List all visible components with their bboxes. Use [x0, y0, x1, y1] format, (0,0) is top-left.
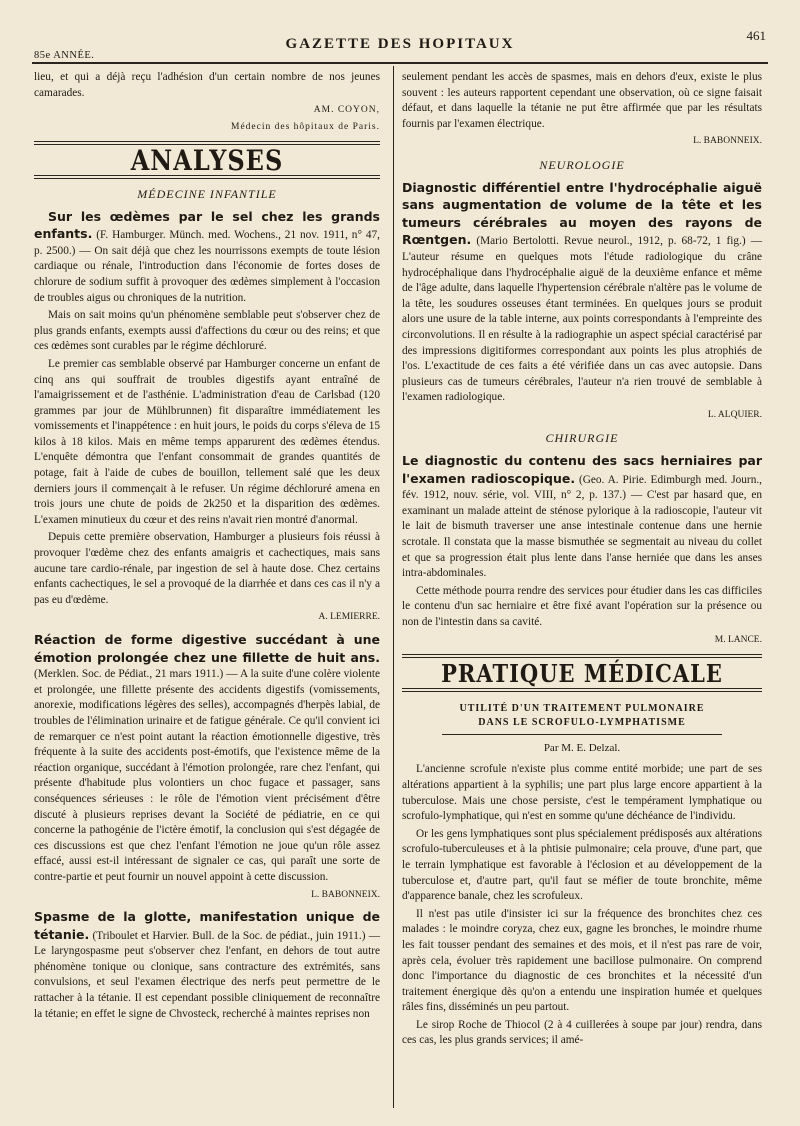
article-2 [34, 632, 380, 886]
article-1-para-4: Depuis cette première observation, Hamburger a plusieurs fois réussi à provoquer l'œdème chez des enfants amaigris et cachectiques, mais sans aucune tare cardio-rénale, par ingestion de sel à haute dose. Chez certains enfants cachectiques, le sel a provoqué de la diarrhée et dans ces cas il n'y a pas eu d'œdème. [34, 531, 380, 606]
article-3-citation: (Triboulet et Harvier. Bull. de la Soc. de pédiat., juin 1911.) [92, 929, 366, 942]
continued-text: seulement pendant les accès de spasmes, mais en dehors d'eux, existe le plus souvent : les auteurs rapportent cependant une observation, où ce signe faisait défaut, et dans laquelle la tétanie ne put être affirmée que par les résultats fournis par l'examen électrique. [402, 71, 762, 130]
article-4-title: Diagnostic différentiel entre l'hydrocéphalie aiguë sans augmentation de volume de la tête et les tumeurs cérébrales au moyen des rayons de Rœntgen. [402, 179, 762, 248]
article-4-citation: (Mario Bertolotti. Revue neurol., 1912, p. 68-72, 1 fig.) [476, 235, 746, 248]
article-5-signature: M. LANCE. [714, 634, 762, 645]
left-column [34, 70, 380, 1024]
practice-article-title-line-1: UTILITÉ D'UN TRAITEMENT PULMONAIRE [459, 702, 705, 714]
practice-article-byline: Par M. E. Delzal. [543, 741, 621, 754]
article-1-para-3: Le premier cas semblable observé par Hamburger concerne un enfant de cinq ans qui souffrait de troubles digestifs ayant entraîné de l'amaigrissement et de l'asthénie. L'administration d'eau de Carlsbad (120 grammes par jour de Mühlbrunnen) fit disparaître immédiatement les vomissements et l'inappétence : en huit jours, le poids du corps s'éleva de 15 kilos à 18 kilos. Mais en même temps apparurent des œdèmes étendus. L'enquête démontra que l'enfant consommait de grandes quantités de potage, fait à l'aide de cubes de bouillon, tellement salé que les deux derniers jours il commençait à le refuser. Un régime déchloruré amena en trois jours une chute de poids de 2k250 et la disparition des œdèmes. L'examen minutieux du cœur et des reins n'avait rien montré d'anormal. [34, 357, 380, 526]
article-4-signature: L. ALQUIER. [707, 409, 762, 420]
article-5 [402, 453, 762, 582]
article-3 [34, 909, 380, 1022]
article-4 [402, 180, 762, 406]
article-1 [34, 209, 380, 307]
article-2-para-1: — A la suite d'une colère violente et prolongée, une fillette présente des accidents digestifs (vomissements, anorexie, modifications légères des selles), accompagnés d'herpès labial, de troubles de l'élimination urinaire et de fatigue générale. Ce qu'il convient ici de remarquer ce n'est point autant la réaction émotionnelle digestive, très fréquente à la suite des accidents post-émotifs, que l'existence même de la réaction organique, succédant à l'émotion prolongée, rare chez l'enfant, qui présente d'habitude plus volontiers un choc fugace et passager, sans conséquences sérieuses : le rôle de l'émotion vient précisément d'être discuté à plusieurs reprises devant la Société de pédiatrie, en ce qui concerne la pathogénie de l'ictère émotif, la conclusion qui s'est dégagée de ces discussions est que chez l'enfant l'émotion ne joue qu'un rôle assez effacé, aussi est-il intéressant de signaler ce cas, qui paraît une sorte de contre-partie et peut fournir un nouvel appoint à cette discussion. [34, 668, 380, 883]
article-2-signature: L. BABONNEIX. [311, 889, 380, 900]
article-1-signature: A. LEMIERRE. [318, 612, 380, 623]
article-1-title: Sur les œdèmes par le sel chez les grands enfants. [34, 208, 380, 242]
article-3-para-1: — Le laryngospasme peut s'observer chez l'enfant, en dehors de tout autre phénomène tonique ou clonique, sans contracture des extrémités, sans convulsions, et seul l'examen électrique des nerfs peut permettre de le rattacher à la tétanie. Il est cependant possible cliniquement de reconnaître la tétanie; en effet le signe de Chvosteck, recherché à maintes reprises non [34, 929, 380, 1020]
article-1-para-2: Mais on sait moins qu'un phénomène semblable peut s'observer chez de plus grands enfants, exempts aussi d'affections du cœur ou des reins; et que ces œdèmes sont curables par le régime déchloruré. [34, 309, 380, 353]
article-4-para-1: — L'auteur résume en quelques mots l'étude radiologique du crâne hydrocéphalique dans l'hydrocéphalie aiguë de la deuxième enfance et même de l'âge adulte, dans laquelle l'hypertension cérébrale n'altère pas le volume de la tête, les soudures osseuses étant terminées. En quelques jours se produit alors une usure de la table interne, aux points correspondants à l'empreinte des circonvolutions. Il en résulte à la radiographie un aspect spécial caractérisé par des impressions digitiformes correspondant aux points les plus atrophiés de l'os. L'exactitude de ces faits a été vérifiée dans un cas avec autopsie. Dans plusieurs cas de tumeurs cérébrales, l'auteur n'a rien trouvé de semblable à l'examen radiologique. [402, 235, 763, 404]
practice-para-1: L'ancienne scrofule n'existe plus comme entité morbide; une part de ses altérations appartient à la syphilis; une part plus large encore appartient à la tuberculose. Mais une chose persiste, c'est le tempérament lymphatique ou scrofulo-lymphatique, qui n'est en somme qu'une déchéance de l'individu. [402, 763, 762, 823]
year-label: 85e ANNÉE. [34, 50, 95, 61]
article-5-citation: (Geo. A. Pirie. Edimburgh med. Journ., fév. 1912, nouv. série, vol. VIII, n° 2, p. 137.) [402, 473, 762, 502]
column-divider [393, 66, 394, 1108]
intro-signature-title: Médecin des hôpitaux de Paris. [231, 121, 380, 132]
subsection-medecine-infantile: MÉDECINE INFANTILE [137, 186, 277, 201]
article-5-para-2: Cette méthode pourra rendre des services pour étudier dans les cas difficiles le contenu d'un sac herniaire et être fixé avant l'opération sur la présence ou non de l'intestin dans sa cavité. [402, 584, 762, 628]
intro-text: lieu, et qui a déjà reçu l'adhésion d'un certain nombre de nos jeunes camarades. [34, 71, 380, 99]
page-number: 461 [746, 28, 766, 43]
practice-article-title-line-2: DANS LE SCROFULO-LYMPHATISME [478, 716, 686, 728]
article-5-title: Le diagnostic du contenu des sacs herniaires par l'examen radioscopique. [402, 453, 762, 486]
intro-signature: AM. COYON, [313, 105, 380, 116]
article-1-citation: (F. Hamburger. Münch. med. Wochens., 21 nov. 1911, n° 47, p. 2500.) [34, 229, 380, 257]
article-5-para-1: — C'est par hasard que, en examinant un malade atteint de sténose pylorique à la radioscopie, l'auteur vit le lait de bismuth traverser une anse intestinale contenue dans une hernie scrotale. Il constata que la masse bismuthée se segmentait au niveau du collet et que sa progression était plus lente dans l'anse herniée que dans les anses intra-abdominales. [402, 489, 762, 580]
subsection-neurologie: NEUROLOGIE [539, 157, 625, 172]
section-rule [402, 654, 762, 658]
section-title-pratique-medicale: PRATIQUE MÉDICALE [441, 659, 723, 689]
subsection-chirurgie: CHIRURGIE [545, 431, 619, 446]
continued-signature: L. BABONNEIX. [693, 136, 762, 147]
practice-para-4: Le sirop Roche de Thiocol (2 à 4 cuillerées à soupe par jour) rendra, dans ces cas, les plus grands services; il amé- [402, 1018, 762, 1047]
practice-para-2: Or les gens lymphatiques sont plus spécialement prédisposés aux altérations scrofulo-tuberculeuses et à la phtisie pulmonaire; cela prouve, d'une part, que le terrain lymphatique est favorable à l'éclosion et au développement de la tuberculose et, d'autre part, qu'il faut se méfier de toute bronchite, même d'apparence banale, chez les scrofuleux. [402, 827, 762, 903]
article-2-citation: (Merklen. Soc. de Pédiat., 21 mars 1911.) [34, 668, 224, 681]
journal-title: GAZETTE DES HOPITAUX [285, 36, 515, 52]
article-1-para-1: — On sait déjà que chez les nourrissons exempts de toute lésion cardiaque ou rénale, l'introduction dans l'économie de fortes doses de chlorure de sodium suffit à provoquer des œdèmes simplement à l'occasion de troubles aigus ou chroniques de la nutrition. [34, 244, 380, 304]
header-rule [32, 62, 768, 64]
section-title-analyses: ANALYSES [130, 144, 284, 178]
article-3-title: Spasme de la glotte, manifestation unique de tétanie. [34, 909, 380, 942]
article-2-title: Réaction de forme digestive succédant à une émotion prolongée chez une fillette de huit ans. [34, 632, 380, 665]
title-rule [442, 734, 722, 735]
section-rule [402, 688, 762, 692]
practice-para-3: Il n'est pas utile d'insister ici sur la fréquence des bronchites chez ces malades : le moindre coryza, chez eux, gagne les bronches, le moindre rhume les fait tousser pendant des semaines et des mois, et il n'est pas rare de voir, après cela, évoluer très rapidement une bacillose pulmonaire. On comprend donc l'importance du diagnostic de ces bronchites et la nécessité d'un traitement énergique dès qu'on a entendu une inspiration humée et quelques râles fins, disséminés un peu partout. [402, 907, 762, 1014]
right-column [402, 70, 762, 1051]
